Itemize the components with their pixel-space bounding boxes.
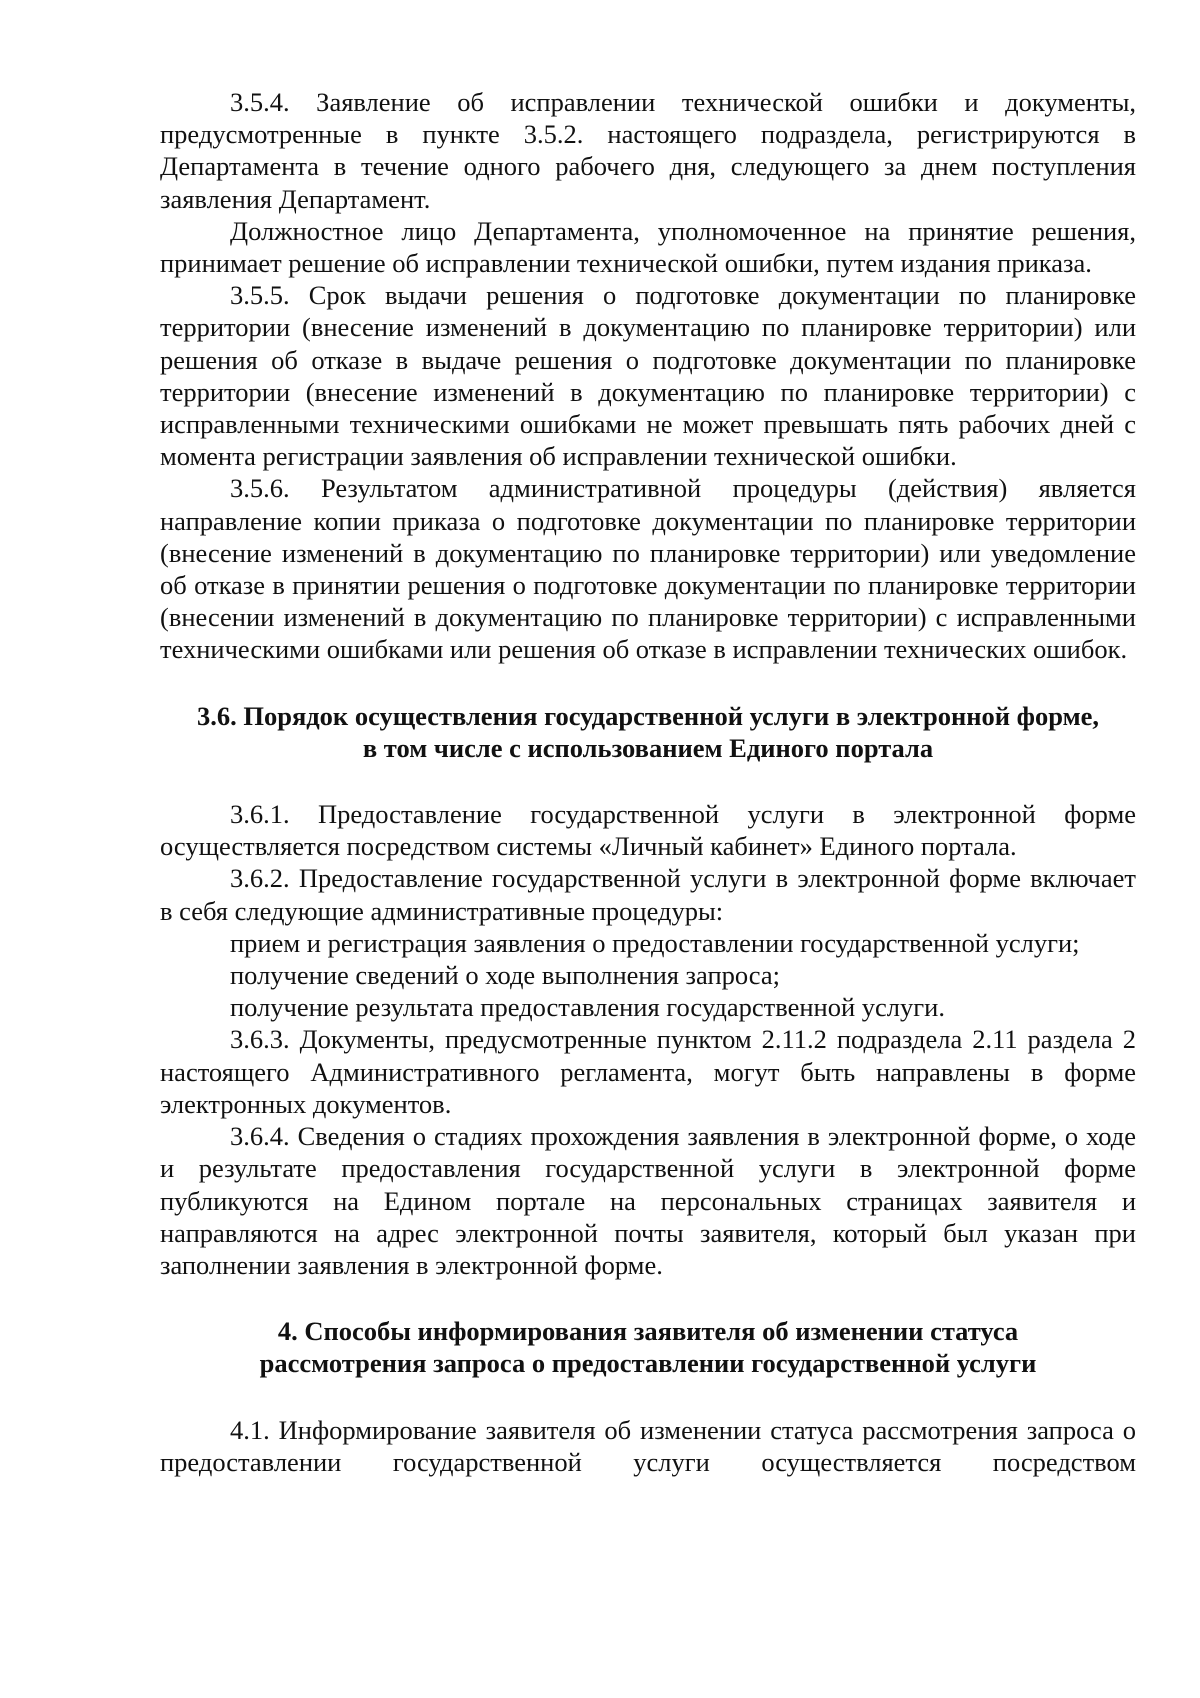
section-heading-3-6: [160, 700, 1136, 764]
paragraph-3-5-6: 3.5.6. Результатом административной процедуры (действия) является направление копии приказа о подготовке документации по планировке территории (внесение изменений в документацию по планировке территории) или уведомление об отказе в принятии решения о подготовке документации по планировке территории (внесении изменений в документацию по планировке территории) с исправленными техническими ошибками или решения об отказе в исправлении технических ошибок.: [160, 473, 1136, 665]
paragraph-3-5-5: 3.5.5. Срок выдачи решения о подготовке документации по планировке территории (внесение изменений в документацию по планировке территории) или решения об отказе в выдаче решения о подготовке документации по планировке территории (внесение изменений в документацию по планировке территории) с исправленными техническими ошибками не может превышать пять рабочих дней с момента регистрации заявления об исправлении технической ошибки.: [160, 280, 1136, 472]
paragraph-3-6-1: 3.6.1. Предоставление государственной услуги в электронной форме осуществляется посредством системы «Личный кабинет» Единого портала.: [160, 799, 1136, 862]
paragraph-3-5-4: 3.5.4. Заявление об исправлении технической ошибки и документы, предусмотренные в пункте 3.5.2. настоящего подраздела, регистрируются в Департамента в течение одного рабочего дня, следующего за днем поступления заявления Департамент.: [160, 87, 1136, 214]
paragraph-4-1: 4.1. Информирование заявителя об изменении статуса рассмотрения запроса о предоставлении государственной услуги осуществляется посредством: [160, 1414, 1136, 1477]
list-item: прием и регистрация заявления о предоставлении государственной услуги;: [230, 927, 1080, 958]
paragraph-3-6-3: 3.6.3. Документы, предусмотренные пунктом 2.11.2 подраздела 2.11 раздела 2 настоящего Административного регламента, могут быть направлены в форме электронных документов.: [160, 1024, 1136, 1119]
paragraph-3-6-2: 3.6.2. Предоставление государственной услуги в электронной форме включает в себя следующие административные процедуры:: [160, 863, 1136, 926]
paragraph-3-6-4: 3.6.4. Сведения о стадиях прохождения заявления в электронной форме, о ходе и результате предоставления государственной услуги в электронной форме публикуются на Едином портале на персональных страницах заявителя и направляются на адрес электронной почты заявителя, который был указан при заполнении заявления в электронной форме.: [160, 1121, 1136, 1280]
section-heading-3-6-line-2: в том числе с использованием Единого портала: [362, 732, 934, 763]
section-heading-4-line-1: 4. Способы информирования заявителя об изменении статуса: [277, 1316, 1019, 1347]
section-heading-4: [160, 1315, 1136, 1379]
list-item: получение сведений о ходе выполнения запроса;: [230, 960, 780, 991]
list-item: получение результата предоставления государственной услуги.: [230, 992, 945, 1023]
section-heading-4-line-2: рассмотрения запроса о предоставлении государственной услуги: [259, 1348, 1037, 1379]
section-heading-3-6-line-1: 3.6. Порядок осуществления государственной услуги в электронной форме,: [196, 700, 1100, 731]
paragraph-official-decision: Должностное лицо Департамента, уполномоченное на принятие решения, принимает решение об исправлении технической ошибки, путем издания приказа.: [160, 215, 1136, 279]
